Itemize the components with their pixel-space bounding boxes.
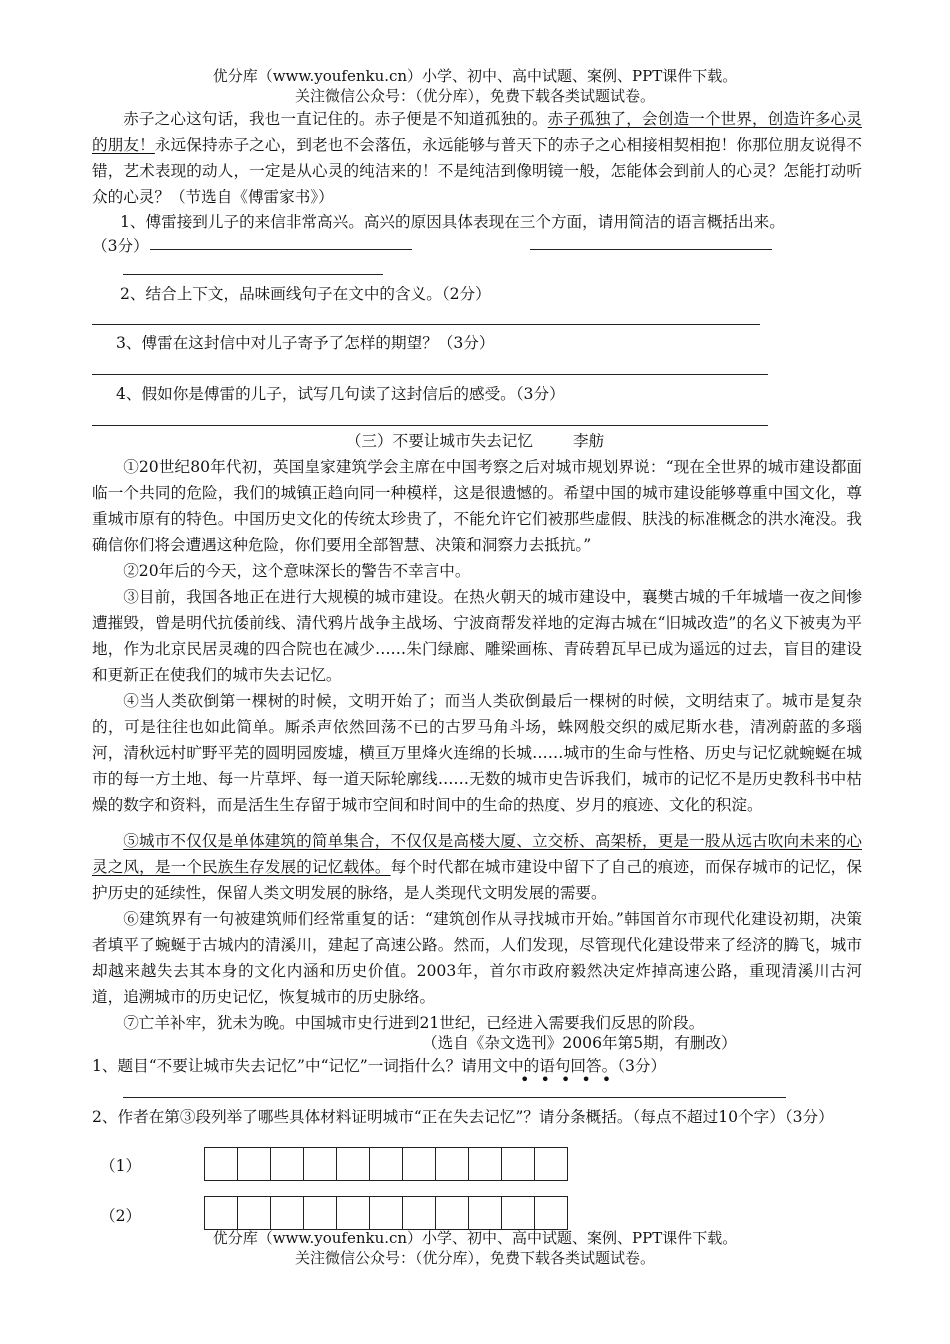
grid-cell[interactable] [369, 1147, 403, 1181]
answer-line[interactable] [150, 249, 412, 250]
question-a1: 1、傅雷接到儿子的来信非常高兴。高兴的原因具体表现在三个方面，请用简洁的语言概括出来。 [120, 213, 785, 231]
answer-line[interactable] [123, 274, 383, 275]
answer-line[interactable] [92, 374, 768, 375]
question-a4: 4、假如你是傅雷的儿子，试写几句读了这封信后的感受。（3分） [116, 385, 565, 403]
question-a1-score: （3分） [92, 237, 149, 255]
header-line-1: 优分库（www.youfenku.cn）小学、初中、高中试题、案例、PPT课件下载。 [212, 67, 738, 85]
letter-paragraph [92, 106, 862, 210]
article-paragraph-2: ②20年后的今天，这个意味深长的警告不幸言中。 [123, 562, 471, 580]
question-b1: 1、题目“不要让城市失去记忆”中“记忆”一词指什么？请用文中的语句回答。（3分） [92, 1057, 667, 1075]
grid-cell[interactable] [435, 1147, 469, 1181]
article-paragraph-4: ④当人类砍倒第一棵树的时候，文明开始了；而当人类砍倒最后一棵树的时候，文明结束了。城市是复杂的，可是往往也如此简单。厮杀声依然回荡不已的古罗马角斗场，蛛网般交织的威尼斯水巷，清冽蔚蓝的多瑙河，清秋远村旷野平芜的圆明园废墟，横亘万里烽火连绵的长城……城市的生命与性格、历史与记忆就蜿蜒在城市的每一方土地、每一片草坪、每一道天际轮廓线……无数的城市史告诉我们，城市的记忆不是历史教科书中枯燥的数字和资料，而是活生生存留于城市空间和时间中的生命的热度、岁月的痕迹、文化的积淀。 [92, 692, 862, 814]
article-paragraph-6: ⑥建筑界有一句被建筑师们经常重复的话：“建筑创作从寻找城市开始。”韩国首尔市现代化建设初期，决策者填平了蜿蜒于古城内的清溪川，建起了高速公路。然而，人们发现，尽管现代化建设带来了经济的腾飞，城市却越来越失去其本身的文化内涵和历史价值。2003年，首尔市政府毅然决定炸掉高速公路，重现清溪川古河道，追溯城市的历史记忆，恢复城市的历史脉络。 [92, 910, 862, 1006]
grid-cell[interactable] [336, 1196, 370, 1230]
emphasis-dots: ••••• [520, 1070, 623, 1089]
grid-cell[interactable] [303, 1147, 337, 1181]
grid-cell[interactable] [534, 1196, 568, 1230]
letter-text-b: 永远保持赤子之心，到老也不会落伍，永远能够与普天下的赤子之心相接相契相抱！你那位朋友说得不错，艺术表现的动人，一定是从心灵的纯洁来的！不是纯洁到像明镜一般，怎能体会到前人的心灵？怎能打动听众的心灵？（节选自《傅雷家书》） [92, 136, 862, 206]
grid-cell[interactable] [237, 1196, 271, 1230]
header-line-2: 关注微信公众号：（优分库），免费下载各类试题试卷。 [294, 87, 655, 105]
article-paragraph-5 [92, 828, 862, 906]
answer-label-1: （1） [100, 1157, 142, 1175]
grid-cell[interactable] [303, 1196, 337, 1230]
underlined-sentence: ⑤城市不仅仅是单体建筑的简单集合，不仅仅是高楼大厦、立交桥、高架桥，更是一股从远古吹向未来的心灵之风，是一个民族生存发展的记忆载体。 [92, 832, 862, 876]
answer-line[interactable] [530, 249, 772, 250]
answer-grid-1[interactable] [205, 1147, 568, 1181]
paragraph-5-text: 每个时代都在城市建设中留下了自己的痕迹，而保存城市的记忆，保护历史的延续性，保留人类文明发展的脉络，是人类现代文明发展的需要。 [92, 858, 862, 902]
answer-line[interactable] [92, 324, 760, 325]
article-author: 李舫 [572, 432, 605, 450]
grid-cell[interactable] [402, 1147, 436, 1181]
answer-line[interactable] [92, 425, 768, 426]
answer-line[interactable] [123, 1097, 786, 1098]
grid-cell[interactable] [204, 1196, 238, 1230]
grid-cell[interactable] [435, 1196, 469, 1230]
grid-cell[interactable] [468, 1196, 502, 1230]
grid-cell[interactable] [534, 1147, 568, 1181]
grid-cell[interactable] [270, 1196, 304, 1230]
article-paragraph-3: ③目前，我国各地正在进行大规模的城市建设。在热火朝天的城市建设中，襄樊古城的千年城墙一夜之间惨遭摧毁，曾是明代抗倭前线、清代鸦片战争主战场、宁波商帮发祥地的定海古城在“旧城改造”的名义下被夷为平地，作为北京民居灵魂的四合院也在减少……朱门绿廊、雕梁画栋、青砖碧瓦早已成为遥远的过去，盲目的建设和更新正在使我们的城市失去记忆。 [92, 588, 862, 684]
question-a3: 3、傅雷在这封信中对儿子寄予了怎样的期望？（3分） [116, 334, 495, 352]
question-a2: 2、结合上下文，品味画线句子在文中的含义。（2分） [120, 285, 491, 303]
underlined-sentence: 赤子孤独了，会创造一个世界，创造许多心灵的朋友！ [92, 110, 862, 154]
letter-text-a: 赤子之心这句话，我也一直记住的。赤子便是不知道孤独的。 [123, 110, 548, 128]
answer-label-2: （2） [100, 1207, 142, 1225]
question-b2: 2、作者在第③段列举了哪些具体材料证明城市“正在失去记忆”？请分条概括。（每点不超过10个字）（3分） [92, 1108, 834, 1126]
article-paragraph-1: ①20世纪80年代初，英国皇家建筑学会主席在中国考察之后对城市规划界说：“现在全世界的城市建设都面临一个共同的危险，我们的城镇正趋向同一种模样，这是很遗憾的。希望中国的城市建设能够尊重中国文化，尊重城市原有的特色。中国历史文化的传统太珍贵了，不能允许它们被那些虚假、肤浅的标准概念的洪水淹没。我确信你们将会遭遇这种危险，你们要用全部智慧、决策和洞察力去抵抗。” [92, 458, 862, 554]
article-paragraph-7: ⑦亡羊补牢，犹未为晚。中国城市史行进到21世纪，已经进入需要我们反思的阶段。 [123, 1014, 705, 1032]
grid-cell[interactable] [369, 1196, 403, 1230]
grid-cell[interactable] [501, 1196, 535, 1230]
article-title: （三）不要让城市失去记忆 [345, 432, 533, 450]
grid-cell[interactable] [204, 1147, 238, 1181]
grid-cell[interactable] [336, 1147, 370, 1181]
answer-grid-2[interactable] [205, 1196, 568, 1230]
grid-cell[interactable] [501, 1147, 535, 1181]
footer-line-1: 优分库（www.youfenku.cn）小学、初中、高中试题、案例、PPT课件下载。 [212, 1229, 738, 1247]
grid-cell[interactable] [468, 1147, 502, 1181]
grid-cell[interactable] [237, 1147, 271, 1181]
article-source: （选自《杂文选刊》2006年第5期，有删改） [422, 1034, 737, 1052]
footer-line-2: 关注微信公众号：（优分库），免费下载各类试题试卷。 [294, 1249, 655, 1267]
grid-cell[interactable] [270, 1147, 304, 1181]
article-heading [0, 430, 950, 452]
grid-cell[interactable] [402, 1196, 436, 1230]
